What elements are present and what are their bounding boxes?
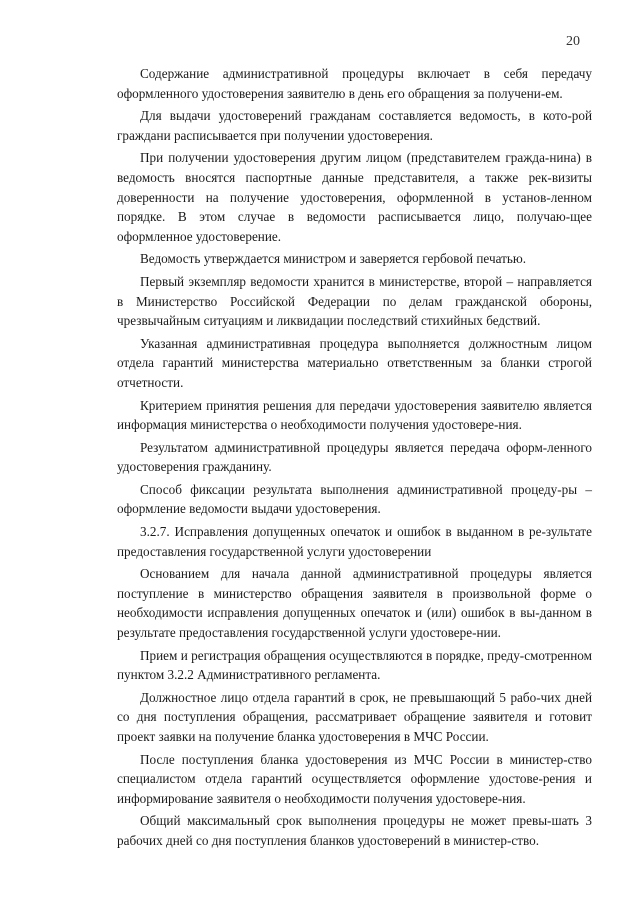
paragraph: При получении удостоверения другим лицом (представителем гражда-нина) в ведомость вносятся паспортные данные представителя, а также рек-визиты доверенности на получение удостоверения, оформленной в установ-ленном порядке. В этом случае в ведомости расписывается лицо, получаю-щее оформленное удостоверение. bbox=[117, 150, 592, 244]
paragraph: Результатом административной процедуры является передача оформ-ленного удостоверения гражданину. bbox=[117, 439, 592, 475]
paragraph: Способ фиксации результата выполнения административной процеду-ры – оформление ведомости выдачи удостоверения. bbox=[117, 481, 592, 517]
paragraph: Критерием принятия решения для передачи удостоверения заявителю является информация министерства о необходимости получения удостовере-ния. bbox=[117, 397, 592, 433]
paragraph: Ведомость утверждается министром и заверяется гербовой печатью. bbox=[140, 251, 527, 267]
paragraph: Прием и регистрация обращения осуществляются в порядке, преду-смотренном пунктом 3.2.2 Административного регламента. bbox=[117, 647, 592, 683]
paragraph: Указанная административная процедура выполняется должностным лицом отдела гарантий министерства материально ответственным за бланки строгой отчетности. bbox=[117, 335, 592, 390]
section-heading: 3.2.7. Исправления допущенных опечаток и ошибок в выданном в ре-зультате предоставления государственной услуги удостоверении bbox=[117, 524, 592, 559]
paragraph: Должностное лицо отдела гарантий в срок, не превышающий 5 рабо-чих дней со дня поступления обращения, рассматривает обращение заявителя и готовит проект заявки на получение бланка удостоверения в МЧС России. bbox=[117, 689, 592, 744]
page-number: 20 bbox=[566, 34, 580, 49]
paragraph: Первый экземпляр ведомости хранится в министерстве, второй – направляется в Министерство Российской Федерации по делам гражданской обороны, чрезвычайным ситуациям и ликвидации последствий стихийных бедствий. bbox=[117, 273, 592, 329]
paragraph: Общий максимальный срок выполнения процедуры не может превы-шать 3 рабочих дней со дня поступления бланков удостоверений в министер-ство. bbox=[117, 813, 592, 848]
paragraph: Для выдачи удостоверений гражданам составляется ведомость, в кото-рой граждани расписывается при получении удостоверения. bbox=[117, 108, 592, 143]
document-body bbox=[117, 64, 592, 854]
paragraph: Содержание административной процедуры включает в себя передачу оформленного удостоверения заявителю в день его обращения за получени-ем. bbox=[117, 66, 592, 101]
paragraph: После поступления бланка удостоверения из МЧС России в министер-ство специалистом отдела гарантий осуществляется оформление удостове-рения и информирование заявителя о необходимости получения удостовере-ния. bbox=[117, 751, 592, 806]
paragraph: Основанием для начала данной административной процедуры является поступление в министерство обращения заявителя в произвольной форме о необходимости исправления допущенных опечаток и (или) ошибок в вы-данном в результате предоставления государственной услуги удостовере-нии. bbox=[117, 566, 592, 641]
